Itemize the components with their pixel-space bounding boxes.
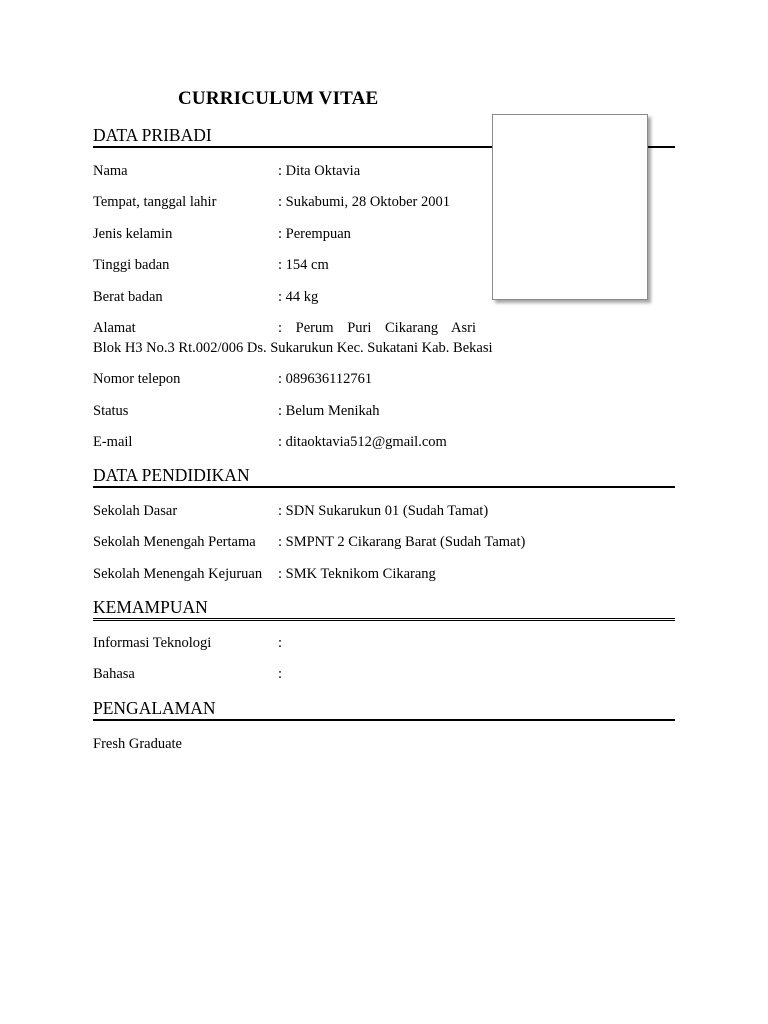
pengalaman-text: Fresh Graduate bbox=[93, 736, 182, 752]
label-informasi-teknologi: Informasi Teknologi bbox=[93, 635, 212, 651]
value-nama: : Dita Oktavia bbox=[278, 163, 361, 179]
value-sekolah-menengah-kejuruan: : SMK Teknikom Cikarang bbox=[278, 566, 436, 582]
value-email: : ditaoktavia512@gmail.com bbox=[278, 434, 447, 450]
value-berat-badan: : 44 kg bbox=[278, 289, 319, 305]
value-sekolah-dasar: : SDN Sukarukun 01 (Sudah Tamat) bbox=[278, 503, 489, 519]
value-alamat-continuation: Blok H3 No.3 Rt.002/006 Ds. Sukarukun Kec. Sukatani Kab. Bekasi bbox=[93, 340, 493, 356]
section-heading-pengalaman: PENGALAMAN bbox=[93, 698, 675, 721]
value-nomor-telepon: : 089636112761 bbox=[278, 371, 373, 387]
label-bahasa: Bahasa bbox=[93, 666, 135, 682]
label-jenis-kelamin: Jenis kelamin bbox=[93, 226, 173, 242]
document-title: CURRICULUM VITAE bbox=[178, 88, 379, 109]
label-tempat-tanggal-lahir: Tempat, tanggal lahir bbox=[93, 194, 217, 210]
value-informasi-teknologi: : bbox=[278, 635, 283, 651]
value-tempat-tanggal-lahir: : Sukabumi, 28 Oktober 2001 bbox=[278, 194, 450, 210]
label-sekolah-dasar: Sekolah Dasar bbox=[93, 503, 178, 519]
value-bahasa: : bbox=[278, 666, 283, 682]
label-alamat: Alamat bbox=[93, 320, 136, 336]
label-berat-badan: Berat badan bbox=[93, 289, 163, 305]
photo-placeholder bbox=[492, 114, 648, 300]
value-tinggi-badan: : 154 cm bbox=[278, 257, 329, 273]
label-email: E-mail bbox=[93, 434, 133, 450]
value-status: : Belum Menikah bbox=[278, 403, 380, 419]
label-status: Status bbox=[93, 403, 129, 419]
label-nomor-telepon: Nomor telepon bbox=[93, 371, 181, 387]
section-heading-data-pendidikan: DATA PENDIDIKAN bbox=[93, 465, 675, 488]
value-jenis-kelamin: : Perempuan bbox=[278, 226, 351, 242]
section-heading-data-pribadi: DATA PRIBADI bbox=[93, 125, 675, 148]
section-heading-kemampuan: KEMAMPUAN bbox=[93, 597, 675, 621]
label-sekolah-menengah-kejuruan: Sekolah Menengah Kejuruan bbox=[93, 566, 263, 582]
label-nama: Nama bbox=[93, 163, 128, 179]
value-sekolah-menengah-pertama: : SMPNT 2 Cikarang Barat (Sudah Tamat) bbox=[278, 534, 526, 550]
value-alamat: : Perum Puri Cikarang Asri bbox=[278, 320, 476, 336]
label-tinggi-badan: Tinggi badan bbox=[93, 257, 170, 273]
label-sekolah-menengah-pertama: Sekolah Menengah Pertama bbox=[93, 534, 256, 550]
